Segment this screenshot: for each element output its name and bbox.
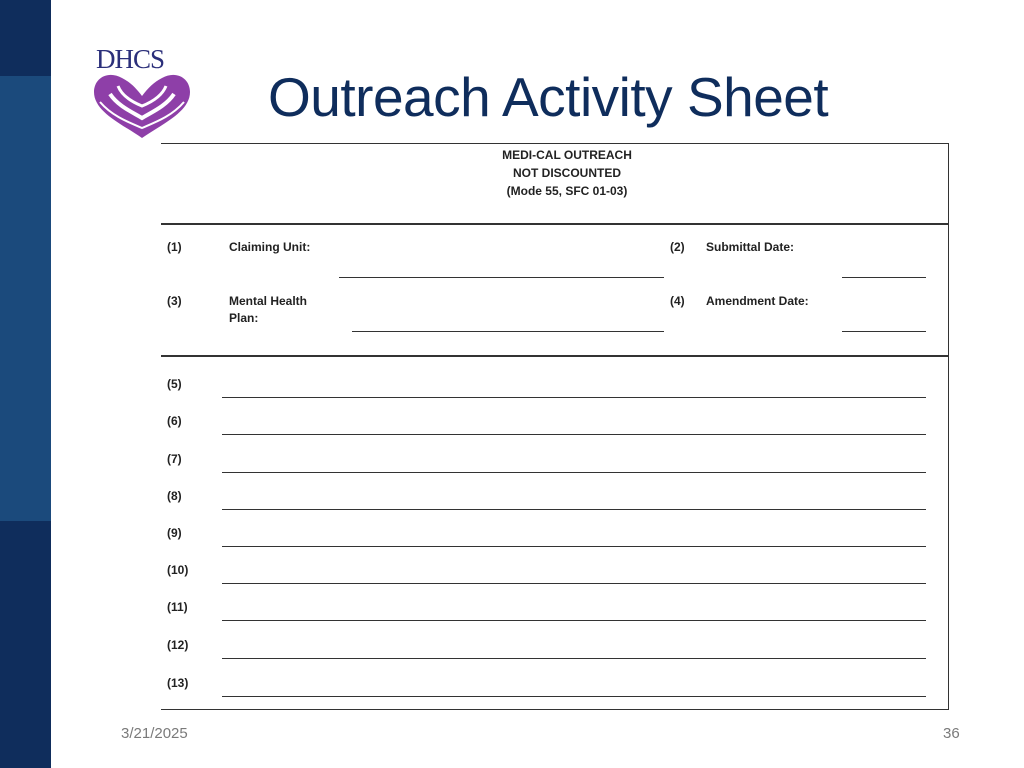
form-divider-top xyxy=(161,223,948,225)
form-divider-mid xyxy=(161,355,948,357)
activity-row-line[interactable] xyxy=(222,658,926,659)
form-header-line2: NOT DISCOUNTED xyxy=(513,166,621,180)
claiming-unit-label: Claiming Unit: xyxy=(229,240,311,254)
dhcs-logo xyxy=(92,44,192,140)
activity-row-number: (10) xyxy=(167,563,189,577)
activity-row-number: (6) xyxy=(167,414,182,428)
claiming-unit-line[interactable] xyxy=(339,277,664,278)
slide-sidebar-band xyxy=(0,76,51,521)
activity-row-line[interactable] xyxy=(222,472,926,473)
activity-row-number: (9) xyxy=(167,526,182,540)
activity-row-number: (5) xyxy=(167,377,182,391)
mental-health-plan-label-line2: Plan: xyxy=(229,311,259,325)
activity-row-line[interactable] xyxy=(222,397,926,398)
activity-row-line[interactable] xyxy=(222,583,926,584)
submittal-date-line[interactable] xyxy=(842,277,926,278)
field-4-number: (4) xyxy=(670,294,685,308)
activity-row-number: (12) xyxy=(167,638,189,652)
form-header-line3: (Mode 55, SFC 01-03) xyxy=(506,184,628,198)
activity-row-number: (11) xyxy=(167,600,188,614)
field-2-number: (2) xyxy=(670,240,685,254)
mental-health-plan-line[interactable] xyxy=(352,331,664,332)
form-header xyxy=(441,146,693,200)
mental-health-plan-label-line1: Mental Health xyxy=(229,294,308,308)
activity-row-line[interactable] xyxy=(222,509,926,510)
slide-sidebar xyxy=(0,0,51,768)
slide-page-number: 36 xyxy=(943,725,960,742)
activity-row-line[interactable] xyxy=(222,434,926,435)
mental-health-plan-label xyxy=(229,293,307,327)
activity-row-number: (7) xyxy=(167,452,182,466)
activity-row-number: (8) xyxy=(167,489,182,503)
field-3-number: (3) xyxy=(167,294,182,308)
activity-row-line[interactable] xyxy=(222,546,926,547)
activity-row-line[interactable] xyxy=(222,696,926,697)
amendment-date-label: Amendment Date: xyxy=(706,294,809,308)
slide-date: 3/21/2025 xyxy=(121,725,188,742)
amendment-date-line[interactable] xyxy=(842,331,926,332)
form-header-line1: MEDI-CAL OUTREACH xyxy=(502,148,632,162)
logo-wordmark: DHCS xyxy=(96,44,165,74)
activity-row-line[interactable] xyxy=(222,620,926,621)
heart-hands-icon xyxy=(92,72,192,142)
activity-row-number: (13) xyxy=(167,676,189,690)
slide-title: Outreach Activity Sheet xyxy=(268,66,829,128)
submittal-date-label: Submittal Date: xyxy=(706,240,795,254)
outreach-form xyxy=(161,143,949,710)
field-1-number: (1) xyxy=(167,240,182,254)
